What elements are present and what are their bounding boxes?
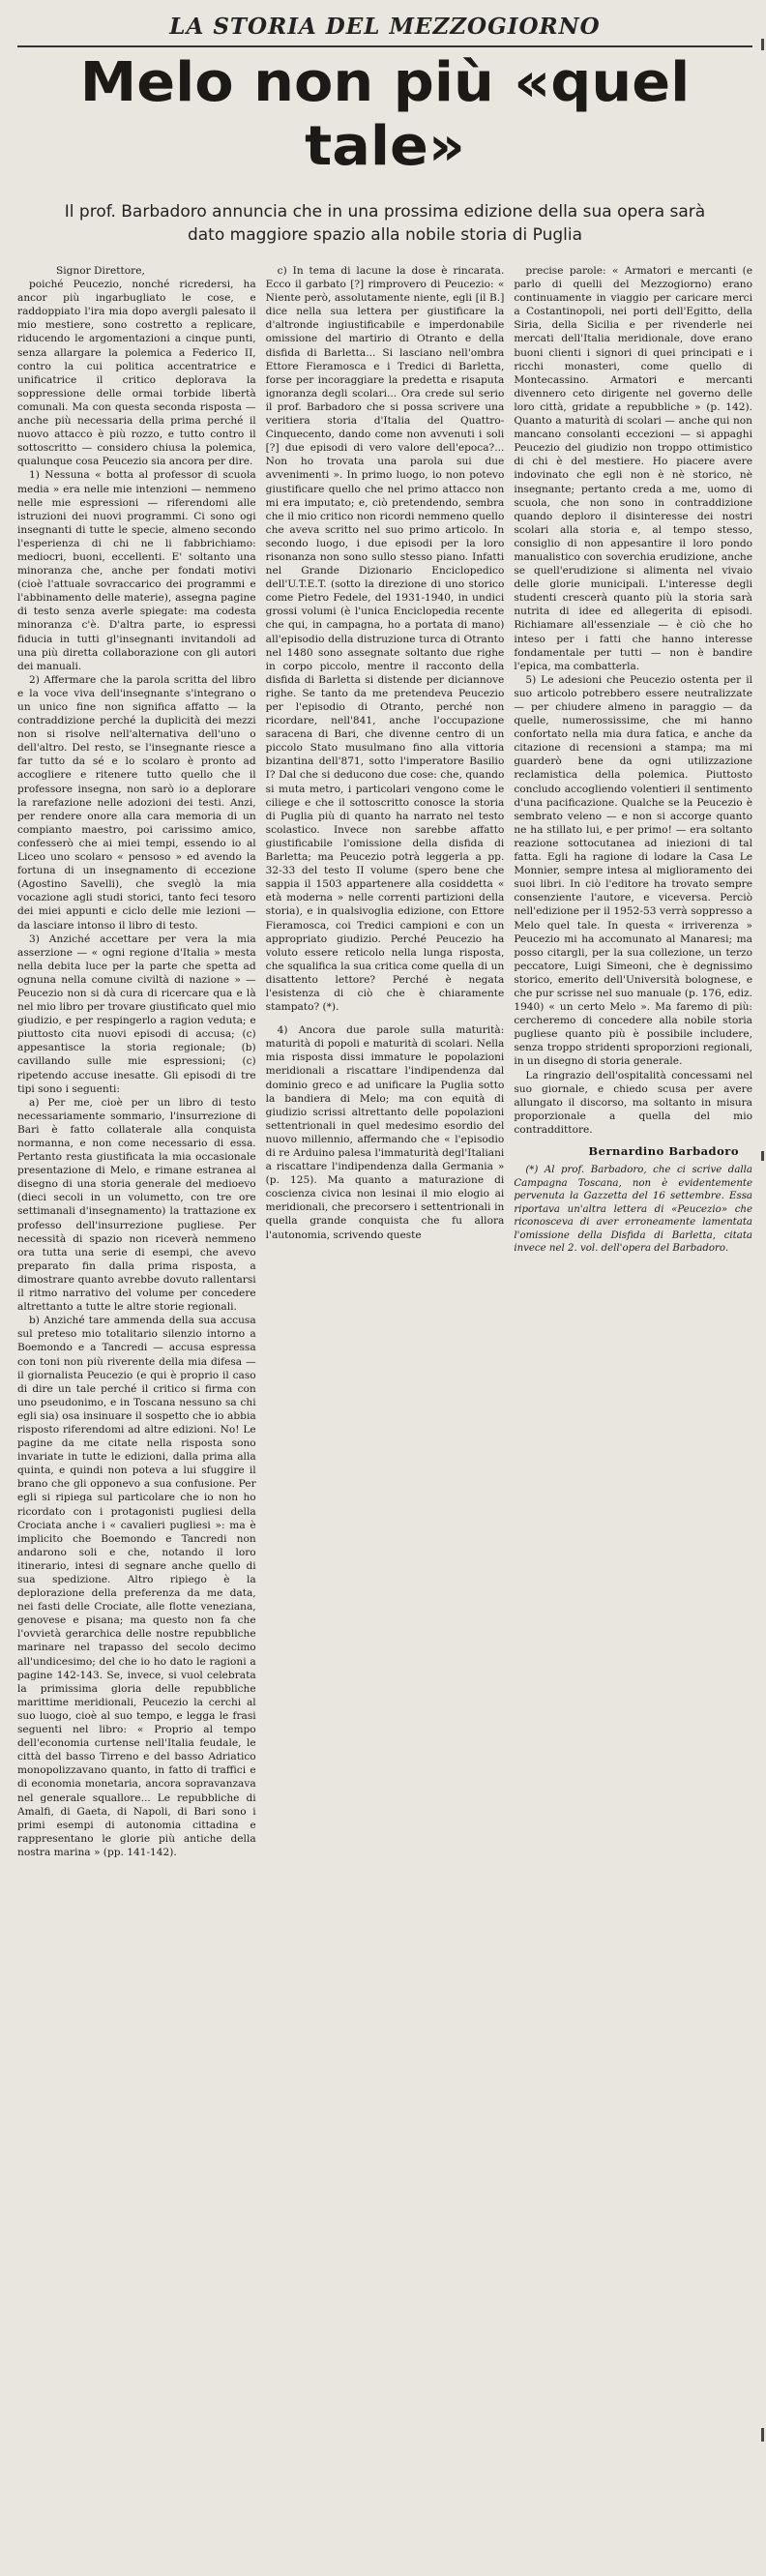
article-body xyxy=(17,264,752,2576)
headline: Melo non più «quel tale» xyxy=(79,51,691,178)
header-rule xyxy=(17,45,752,47)
paragraph: b) Anziché tare ammenda della sua accusa sul preteso mio totalitario silenzio intorno a Boemondo e a Tancredi — accusa espressa con toni non più riverente della mia difesa — il giornalista Peucezio (e qui è proprio il caso di dire un tale perché il critico si firma con uno pseudonimo, e in Toscana nessuno sa chi egli sia) osa insinuare il sospetto che io abbia risposto riferendomi ad altre edizioni. No! Le pagine da me citate nella risposta sono invariate in tutte le edizioni, dalla prima alla quinta, e quindi non poteva a lui sfuggire il brano che gli opponevo a sua confusione. Per egli si ripiega sul particolare che io non ho ricordato con i protagonisti pugliesi della Crociata anche i « cavalieri pugliesi »: ma è implicito che Boemondo e Tancredi non andarono soli e che, notando il loro itinerario, intesi di segnare anche quello di sua spedizione. Altro ripiego è la deplorazione della preferenza da me data, nei fasti delle Crociate, alle flotte veneziana, genovese e pisana; ma questo non fa che l'ovvietà gerarchica delle nostre repubbliche marinare nel trapasso del secolo decimo all'undicesimo; del che io ho dato le ragioni a pagine 142-143. Se, invece, si vuol celebrata la primissima gloria delle repubbliche marittime meridionali, Peucezio la cerchi al suo luogo, cioè al suo tempo, e legga le frasi seguenti nel libro: « Proprio al tempo dell'economia curtense nell'Italia feudale, le città del basso Tirreno e del basso Adriatico monopolizzavano quanto, in fatto di traffici e di economia monetaria, ancora sopravanzava nel generale squallore... Le repubbliche di Amalfi, di Gaeta, di Napoli, di Bari sono i primi esempi di autonomia cittadina e rappresentano le glorie più antiche della nostra marina » (pp. 141-142). xyxy=(17,1315,256,1858)
column-2 xyxy=(266,264,505,2576)
paragraph: 4) Ancora due parole sulla maturità: maturità di popoli e maturità di scolari. Nella mia risposta dissi immature le popolazioni meridionali a riscattare l'indipendenza dal dominio greco e ad unificare la Puglia sotto la bandiera di Melo; ma con equità di giudizio scrissi altrettanto delle popolazioni settentrionali in quel medesimo esordio del nuovo millennio, affermando che « l'episodio di re Arduino palesa l'immaturità degl'Italiani a riscattare l'indipendenza dalla Germania » (p. 125). Ma quanto a maturazione di coscienza civica non lesinai il mio elogio ai meridionali, che precorsero i settentrionali in quella grande conquista che fu allora l'autonomia, scrivendo queste xyxy=(265,1024,505,1241)
paragraph: 2) Affermare che la parola scritta del libro e la voce viva dell'insegnante s'integrano o un unico fine non significa affatto — la contraddizione perché la duplicità dei mezzi non si risolve nell'alternativa dell'uno o dell'altro. Del resto, se l'insegnante riesce a far tutto da sé e lo scolaro è pronto ad accogliere e ritenere tutto quello che il professore insegna, non sarò io a deplorare la rarefazione nelle adozioni dei testi. Anzi, per rendere onore alla cara memoria di un compianto maestro, poi carissimo amico, confesserò che ai miei tempi, essendo io al Liceo uno scolaro « pensoso » ed avendo la fortuna di un insegnamento di eccezione (Agostino Savelli), che sveglò la mia vocazione agli studi storici, tanto feci tesoro dei miei appunti e ciclo delle mie lezioni — da lasciare intonso il libro di testo. xyxy=(17,673,256,932)
subheadline: Il prof. Barbadoro annuncia che in una prossima edizione della sua opera sarà dato maggiore spazio alla nobile storia di Puglia xyxy=(64,202,706,245)
author-signature: Bernardino Barbadoro xyxy=(588,1144,739,1158)
page-edge-mark xyxy=(761,1151,764,1161)
page-edge-mark xyxy=(761,39,764,50)
paragraph: poiché Peucezio, nonché ricredersi, ha ancor più ingarbugliato le cose, e raddoppiato l'ira mia dopo avergli palesato il mio mestiere, sono costretto a replicare, riducendo le argomentazioni a cinque punti, senza allargare la polemica a Federico II, contro la cui politica accentratrice e unificatrice il critico deplorava la soppressione delle ormai torbide libertà comunali. Ma con questa seconda risposta — anche più necessaria della prima perché il nuovo attacco è più rozzo, e tutto contro il sottoscritto — considero chiusa la polemica, qualunque cosa Peucezio sia ancora per dire. xyxy=(17,279,256,468)
paragraph: precise parole: « Armatori e mercanti (e parlo di quelli del Mezzogiorno) erano continuamente in viaggio per caricare merci a Costantinopoli, nei porti dell'Egitto, della Siria, della Sicilia e per rivenderle nei mercati dell'Italia meridionale, dove erano buoni clienti i signori di quei principati e i ricchi monasteri, come quello di Montecassino. Armatori e mercanti divennero ceto dirigente nel governo delle loro città, gridate a repubbliche » (p. 142). Quanto a maturità di scolari — anche qui non mancano consolanti eccezioni — si appaghi Peucezio del giudizio non troppo ottimistico di chi è del mestiere. Ho piacere avere indovinato che egli non è nè storico, nè insegnante; pertanto creda a me, uomo di scuola, che non sono in contraddizione quando deploro il disinteresse dei nostri scolari alla storia e, al tempo stesso, consiglio di non appesantire il loro pondo manualistico con soverchia erudizione, anche se quell'erudizione si alimenta nel vivaio delle glorie municipali. L'interesse degli studenti crescerà quanto più la storia sarà nutrita di idee ed allegerita di episodi. Richiamare all'essenziale — è ciò che ho inteso per i fatti che hanno interesse fondamentale per tutti — non è bandire l'epica, ma combatterla. xyxy=(514,265,752,672)
paragraph: La ringrazio dell'ospitalità concessami nel suo giornale, e chiedo scusa per avere allungato il discorso, ma soltanto in misura proporzionale a quella del mio contraddittore. xyxy=(514,1069,752,1136)
column-3 xyxy=(514,264,752,2576)
column-1 xyxy=(17,264,256,2576)
page-edge-mark xyxy=(761,2428,764,2442)
salutation: Signor Direttore, xyxy=(56,265,145,277)
paragraph: c) In tema di lacune la dose è rincarata. Ecco il garbato [?] rimprovero di Peucezio: « Niente però, assolutamente niente, egli [il B.] dice nella sua lettera per giustificare la d'altronde ingiustificabile e imperdonabile omissione del martirio di Otranto e della disfida di Barletta... Si lasciano nell'ombra Ettore Fieramosca e i Tredici di Barletta, forse per incoraggiare la predetta e risaputa ignoranza degli scolari... Ora crede sul serio il prof. Barbadoro che si possa scrivere una veritiera storia d'Italia del Quattro-Cinquecento, dando come non avvenuti i soli [?] due episodi di vero valore dell'epoca?... Non ho trovata una parola sui due avvenimenti ». In primo luogo, io non potevo giustificare quello che nel primo attacco non mi era imputato; e, ciò pretendendo, sembra che il mio critico non ricordi nemmeno quello che aveva scritto nel suo primo articolo. In secondo luogo, i due episodi per la loro risonanza non sono sullo stesso piano. Infatti nel Grande Dizionario Enciclopedico dell'U.T.E.T. (sotto la direzione di uno storico come Pietro Fedele, del 1931-1940, in undici grossi volumi (è l'unica Enciclopedia recente che qui, in campagna, ho a portata di mano) all'episodio della distruzione turca di Otranto nel 1480 sono assegnate soltanto due righe in corpo piccolo, mentre il racconto della disfida di Barletta si distende per diciannove righe. Se tanto da me pretendeva Peucezio per l'episodio di Otranto, perché non ricordare, nell'841, anche l'occupazione saracena di Bari, che divenne centro di un piccolo Stato musulmano fino alla vittoria bizantina dell'871, sotto l'imperatore Basilio I? Dal che si deducono due cose: che, quando si muta metro, i particolari vengono come le ciliege e che il sottoscritto conosce la storia di Puglia più di quanto ha narrato nel testo scolastico. Invece non sarebbe affatto giustificabile l'omissione della disfida di Barletta; ma Peucezio potrà leggerla a pp. 32-33 del testo II volume (spero bene che sappia il 1503 appartenere alla cosiddetta « età moderna » nelle correnti partizioni della storia), e in qualsivoglia edizione, con Ettore Fieramosca, coi Tredici campioni e con un appropriato giudizio. Perché Peucezio ha voluto essere reticolo nella lunga risposta, che squalifica la sua critica come quella di un disattento lettore? Perché è negata l'esistenza di ciò che è chiaramente stampato? (*). xyxy=(265,265,505,1014)
editor-note: (*) Al prof. Barbadoro, che ci scrive dalla Campagna Toscana, non è evidentemente pervenuta la Gazzetta del 16 settembre. Essa riportava un'altra lettera di «Peucezio» che riconosceva di aver erroneamente lamentata l'omissione della Disfida di Barletta, citata invece nel 2. vol. dell'opera del Barbadoro. xyxy=(514,1165,752,1255)
paragraph: a) Per me, cioè per un libro di testo necessariamente sommario, l'insurrezione di Bari è fatto collaterale alla conquista normanna, e non come necessario di essa. Pertanto resta giustificata la mia occasionale presentazione di Melo, e rimane estranea al disegno di una storia generale del medioevo (dieci secoli in un volumetto, con tre ore settimanali d'insegnamento) la trattazione ex professo dell'insurrezione pugliese. Per necessità di spazio non riceverà nemmeno ora tutta una serie di esempi, che avevo preparato fin dalla prima risposta, a dimostrare quanto avrebbe dovuto rallentarsi il ritmo narrativo del volume per concedere altrettanto a tutte le altre storie regionali. xyxy=(17,1096,256,1314)
paragraph: 1) Nessuna « botta al professor di scuola media » era nelle mie intenzioni — nemmeno nelle mie espressioni — riferendomi alle istruzioni dei nuovi programmi. Ci sono ogi insegnanti di tutte le specie, almeno secondo l'esperienza di chi ne li fabbrichiamo: mediocri, buoni, eccellenti. E' soltanto una minoranza che, anche per fondati motivi (cioè l'attuale sovraccarico dei programmi e l'abbinamento delle materie), assegna pagine di testo senza averle spiegate: ma codesta minoranza c'è. D'altra parte, io espressi fiducia in tutti gl'insegnanti invitandoli ad una più diretta collaborazione con gli autori dei manuali. xyxy=(17,469,256,672)
paragraph: 5) Le adesioni che Peucezio ostenta per il suo articolo potrebbero essere neutralizzate — per chiudere almeno in paraggio — da quelle, numerossissime, che mi hanno confortato nella mia dura fatica, e anche da citazione di recensioni a stampa; ma mi guarderò bene da ogni utilizzazione reclamistica della polemica. Piuttosto concludo accogliendo volentieri il sentimento d'una pacificazione. Qualche se la Peucezio è sembrato veleno — e non si accorge quanto ne ha stillato lui, e per primo! — era soltanto reazione sottocutanea ad iniezioni di tal fatta. Egli ha ragione di lodare la Casa Le Monnier, sempre intesa al miglioramento dei suoi libri. In ciò l'editore ha trovato sempre consenziente l'autore, e viceversa. Perciò nell'edizione per il 1952-53 verrà soppresso a Melo quel tale. In questa « irriverenza » Peucezio mi ha accomunato al Manaresi; ma posso citargli, per la sua collezione, un terzo peccatore, Luigi Simeoni, che è degnissimo storico, emerito dell'Università bolognese, e che pur scrisse nel suo manuale (p. 176, ediz. 1940) « un certo Melo ». Ma faremo di più: cercheremo di concedere alla nobile storia pugliese quanto più è possibile includere, senza troppo stridenti sproporzioni regionali, in un disegno di storia generale. xyxy=(514,673,752,1068)
paragraph: 3) Anziché accettare per vera la mia asserzione — « ogni regione d'Italia » mesta nella debita luce per la parte che spetta ad ognuna nella comune civiltà di nazione » — Peucezio non si dà cura di ricercare qua e là nel mio libro per trovare giustificato quel mio giudizio, e per respingerlo a ragion veduta; e piuttosto cita nuovi episodi di accusa; (c) appesantisce la storia regionale; (b) cavillando sulle mie espressioni; (c) ripetendo accuse inesatte. Gli episodi di tre tipi sono i seguenti: xyxy=(17,933,256,1095)
section-kicker: LA STORIA DEL MEZZOGIORNO xyxy=(169,14,601,40)
